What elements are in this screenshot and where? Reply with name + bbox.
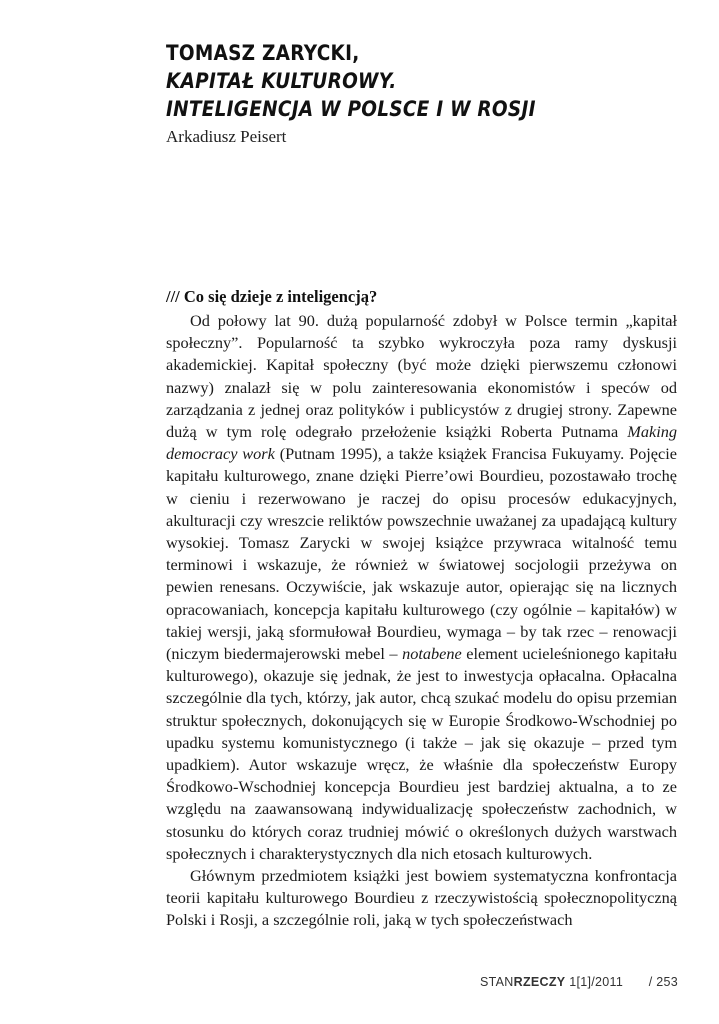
- paragraph-1-italic-notabene: notabene: [402, 644, 462, 664]
- paragraph-2: Głównym przedmiotem książki jest bowiem systematyczna konfrontacja teorii kapitału kulturowego Bourdieu z rzeczywistością społecznopolityczną Polski i Rosji, a szczególnie roli, jaką w tych społeczeństwach: [166, 866, 677, 930]
- paragraph-1-text-b: (Putnam 1995), a także książek Francisa Fukuyamy. Pojęcie kapitału kulturowego, znane dzięki Pierre’owi Bourdieu, pozostawało trochę w cieniu i rezerwowano je raczej do opisu procesów edukacyjnych, akulturacji czy wreszcie reliktów powszechnie uważanej za upadającą kultury wysokiej. Tomasz Zarycki w swojej książce przywraca witalność temu terminowi i wskazuje, że również w światowej socjologii przeżywa on pewien renesans. Oczywiście, jak wskazuje autor, opierając się na licznych opracowaniach, koncepcja kapitału kulturowego (czy ogólnie – kapitałów) w takiej wersji, jaką sformułował Bourdieu, wymaga – by tak rzec – renowacji (niczym biedermajerowski mebel –: [166, 444, 677, 664]
- paragraph-1: [166, 310, 677, 865]
- section-heading: /// Co się dzieje z inteligencją?: [166, 287, 378, 306]
- paragraph-1-italic-title: Making democracy work: [166, 422, 677, 464]
- journal-issue: 1[1]/2011: [565, 975, 624, 989]
- paragraph-1-text-a: Od połowy lat 90. dużą popularność zdobył w Polsce termin „kapitał społeczny”. Popularność ta szybko wykroczyła poza ramy dyskusji akademickiej. Kapitał społeczny (być może dzięki pierwszemu członowi nazwy) znalazł się w polu zainteresowania ekonomistów i speców od zarządzania z jednej oraz polityków i publicystów z drugiej strony. Zapewne dużą w tym rolę odegrało przełożenie książki Roberta Putnama: [166, 311, 677, 442]
- journal-name-stan: STAN: [480, 975, 514, 989]
- journal-name: [480, 975, 623, 989]
- article-header: [166, 40, 686, 148]
- book-author-title: TOMASZ ZARYCKI,: [166, 41, 360, 66]
- review-author: Arkadiusz Peisert: [166, 127, 287, 146]
- paragraph-1-text-c: element ucieleśnionego kapitału kulturowego), okazuje się jednak, że jest to inwestycja opłacalna. Opłacalna szczególnie dla tych, którzy, jak autor, chcą szukać modelu do opisu przemian struktur społecznych, dokonujących się w Europie Środkowo-Wschodniej po upadku systemu komunistycznego (i także – jak się okazuje – przed tym upadkiem). Autor wskazuje wręcz, że właśnie dla społeczeństw Europy Środkowo-Wschodniej koncepcja Bourdieu jest bardziej aktualna, a to ze względu na zaawansowaną indywidualizację społeczeństw zachodnich, w stosunku do których coraz trudniej mówić o określonych dużych warstwach społecznych i charakterystycznych dla nich etosach kulturowych.: [166, 644, 677, 863]
- book-title: KAPITAŁ KULTUROWY.: [166, 69, 397, 94]
- journal-name-rzeczy: RZECZY: [513, 975, 566, 989]
- article-body: [166, 286, 677, 932]
- page-number: / 253: [648, 975, 678, 989]
- book-subtitle: INTELIGENCJA W POLSCE I W ROSJI: [166, 97, 536, 122]
